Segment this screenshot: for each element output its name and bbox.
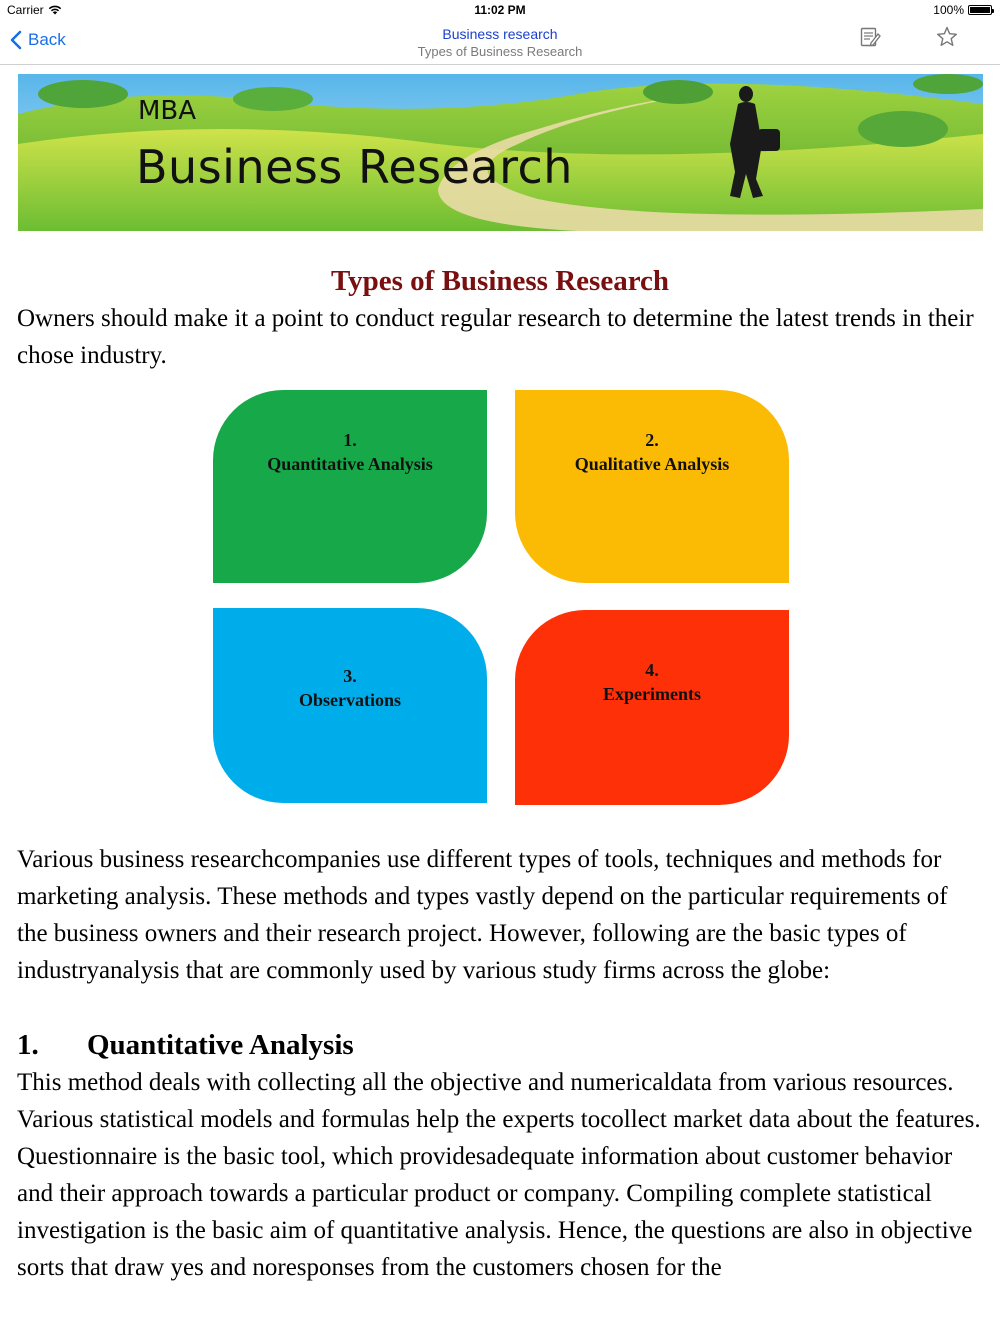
quadrant-label: Quantitative Analysis	[267, 454, 433, 474]
body-paragraph: Various business researchcompanies use different types of tools, techniques and methods for marketing analysis. These methods and types vastly depend on the particular requirements of the business owners and their research project. However, following are the basic types of industryanalysis that are commonly used by various study firms across the globe:	[17, 846, 948, 984]
quadrant-number: 1.	[343, 430, 357, 450]
back-label: Back	[28, 30, 66, 49]
quadrant-number: 4.	[645, 660, 659, 680]
paragraph-spacer	[17, 989, 983, 1026]
battery-percent: 100%	[933, 3, 964, 17]
quadrant-qualitative	[515, 390, 789, 583]
research-types-diagram	[17, 268, 983, 841]
quadrant-observations	[213, 608, 487, 803]
section-number: 1.	[17, 1029, 39, 1061]
quadrant-number: 2.	[645, 430, 659, 450]
intro-paragraph: Owners should make it a point to conduct regular research to determine the latest trends in their chose industry.	[17, 305, 974, 369]
section-heading	[17, 1026, 983, 1064]
quadrant-experiments	[515, 610, 789, 805]
nav-title-text: Business research	[442, 26, 558, 42]
section-body: This method deals with collecting all the objective and numericaldata from various resources. Various statistical models and formulas help the experts tocollect market data about the features. Questionnaire is the basic tool, which providesadequate information about customer behavior and their approach towards a particular product or company. Compiling complete statistical investigation is the basic aim of quantitative analysis. Hence, the questions are also in objective sorts that draw yes and noresponses from the customers chosen for the	[17, 1069, 981, 1281]
banner-title: Business Research	[136, 140, 573, 194]
article-heading: Types of Business Research	[330, 265, 670, 297]
carrier-label: Carrier	[7, 3, 44, 17]
quadrant-label: Observations	[298, 690, 401, 710]
navigation-bar	[0, 22, 1000, 65]
nav-title	[0, 26, 1000, 60]
nav-subtitle-text: Types of Business Research	[417, 44, 583, 59]
status-time: 11:02 PM	[474, 3, 526, 17]
quadrant-label: Experiments	[603, 684, 701, 704]
status-bar	[0, 0, 1000, 22]
section-title: Quantitative Analysis	[87, 1029, 354, 1061]
quadrant-quantitative	[213, 390, 487, 583]
header-banner	[18, 74, 983, 231]
edit-note-icon[interactable]	[858, 25, 882, 49]
star-icon[interactable]	[935, 25, 959, 49]
battery-icon	[968, 5, 992, 15]
article-content	[17, 262, 983, 1286]
quadrant-label: Qualitative Analysis	[574, 454, 730, 474]
banner-subtitle: MBA	[138, 96, 197, 126]
quadrant-number: 3.	[343, 666, 357, 686]
